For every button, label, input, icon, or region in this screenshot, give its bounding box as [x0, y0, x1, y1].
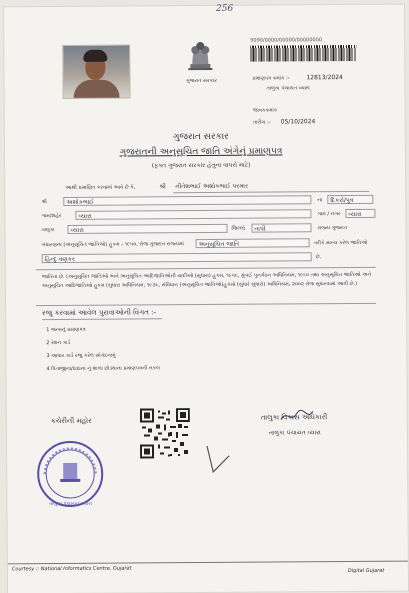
signature-scribble	[279, 409, 315, 423]
district: તાપી	[251, 223, 311, 232]
issue-date: 05/10/2024	[280, 118, 316, 126]
certificate-title: ગુજરાતની અનુસૂચિત જાતિ અંગેનું પ્રમાણપત્ર	[119, 146, 283, 158]
naam-value: વ્યારા	[345, 209, 375, 218]
qr-code	[140, 408, 190, 458]
document-item: 2 રેશન કાર્ડ	[46, 339, 71, 347]
document-item: 3 આધાર કાર્ડ રજુ કરેલ સોગંદનામું	[46, 352, 116, 360]
jawak-label: જાવકક્રમાંક	[252, 107, 278, 114]
emblem-caption: ગુજરાત સરકાર	[185, 77, 218, 85]
district-label: જિલ્લો	[231, 225, 246, 232]
signatory-title: તાલુકા વિકાસ અધિકારી	[260, 413, 328, 422]
documents-heading: રજુ કરવામાં આવેલ પુરાવાઓની વિગત :-	[42, 308, 156, 318]
taluka-label: તાલુકા	[41, 227, 55, 234]
village: વ્યારા	[75, 209, 311, 220]
father-suffix: ના	[317, 197, 323, 204]
taluka: વ્યારા	[67, 224, 227, 234]
salutation: શ્રી	[159, 183, 166, 191]
signature-mark	[203, 442, 233, 482]
courtesy-text: Courtesy :: National Informatics Centre, Gujarat	[11, 565, 132, 573]
applicant-name: નીતેશભાઈ અશોકભાઈ પરમાર	[175, 182, 249, 191]
barcode	[250, 45, 356, 62]
naam-label: ગામ / નગર	[317, 211, 341, 218]
cert-no-label: પ્રમાણપત્ર ક્રમાંક :-	[252, 75, 290, 82]
brand-text: Digital Gujarat	[347, 567, 385, 575]
cert-no: 12813/2024	[306, 74, 343, 82]
caste: હિન્દુ વણકર	[42, 252, 312, 263]
state-emblem-icon	[180, 34, 220, 80]
category: અનુસૂચિત જાતિ	[196, 238, 310, 248]
office-seal-label: કચેરીની મહોર	[50, 416, 92, 426]
certificate-page	[4, 5, 408, 593]
document-item: 4 પિતાજીના/દાદાના નું શાળા છોડ્યાના પ્રમાણપત્રની નકલ	[46, 365, 160, 373]
seal-text: તાલુકા પંચાયત વ્યારા	[48, 500, 93, 508]
barcode-text: 9090/0000/00000/00000000	[250, 37, 323, 44]
applicant-photo	[62, 45, 130, 99]
office-seal	[35, 439, 105, 509]
document-item: 1 જન્મનું પ્રમાણપત્ર	[46, 326, 86, 334]
caste-label: છે.	[315, 254, 322, 261]
issuing-office: તાલુકા પંચાયત વ્યારા	[266, 85, 310, 92]
village-label: ગામ/શહેર	[41, 213, 62, 220]
legal-paragraph: જાતિના છે. (અનુસૂચિત જાતિઓ અને અનુસૂચિત આદિજાતિઓની યાદીઓ (સુધારા) હુકમ, ૧૯૫૬, મુંબઈ પુનર્ગઠન અધિનિયમ, ૧૯૬૦ તથા અનુસૂચિત જાતિઓ અને અનુસૂચિત આદિજાતિઓ હુકમ (સુધારા અધિનિયમ, ૧૯૭૬, સંવિધાન (અનુસૂચિત જાતિઓ)હુકમો (સુધારે સુધારો) અધિનિયમ, ૨૦૦૨ રોજ સુધારવામાં આવી છે.)	[41, 271, 372, 290]
order-line: બંધારણના (અનુસૂચિત જાતિઓ) હુકમ - ૧૯૫૦, રોજ ગુજરાત રાજ્યમાં	[41, 241, 184, 249]
father-label: શ્રી	[41, 199, 47, 206]
certificate-subtitle: (ફક્ત ગુજરાત સરકાર હેતુના વાપરો માટે)	[151, 161, 251, 170]
handwritten-number: 256	[215, 3, 234, 14]
intro-text: આથી પ્રમાણિત કરવામાં આવે છે કે,	[65, 184, 136, 191]
state-label: રાજ્ય ગુજરાત	[317, 225, 348, 232]
date-label: તારીખ :-	[252, 119, 271, 126]
relation-status: દિકરો/પુત્ર	[327, 195, 373, 204]
signatory-office: તાલુકા પંચાયત વ્યારા	[268, 429, 321, 437]
category-suffix: તરીકે માન્ય કરેલ જાતિઓ	[313, 239, 368, 247]
govt-title: ગુજરાત સરકાર	[172, 131, 229, 143]
father-name: અશોકભાઈ	[63, 195, 311, 206]
